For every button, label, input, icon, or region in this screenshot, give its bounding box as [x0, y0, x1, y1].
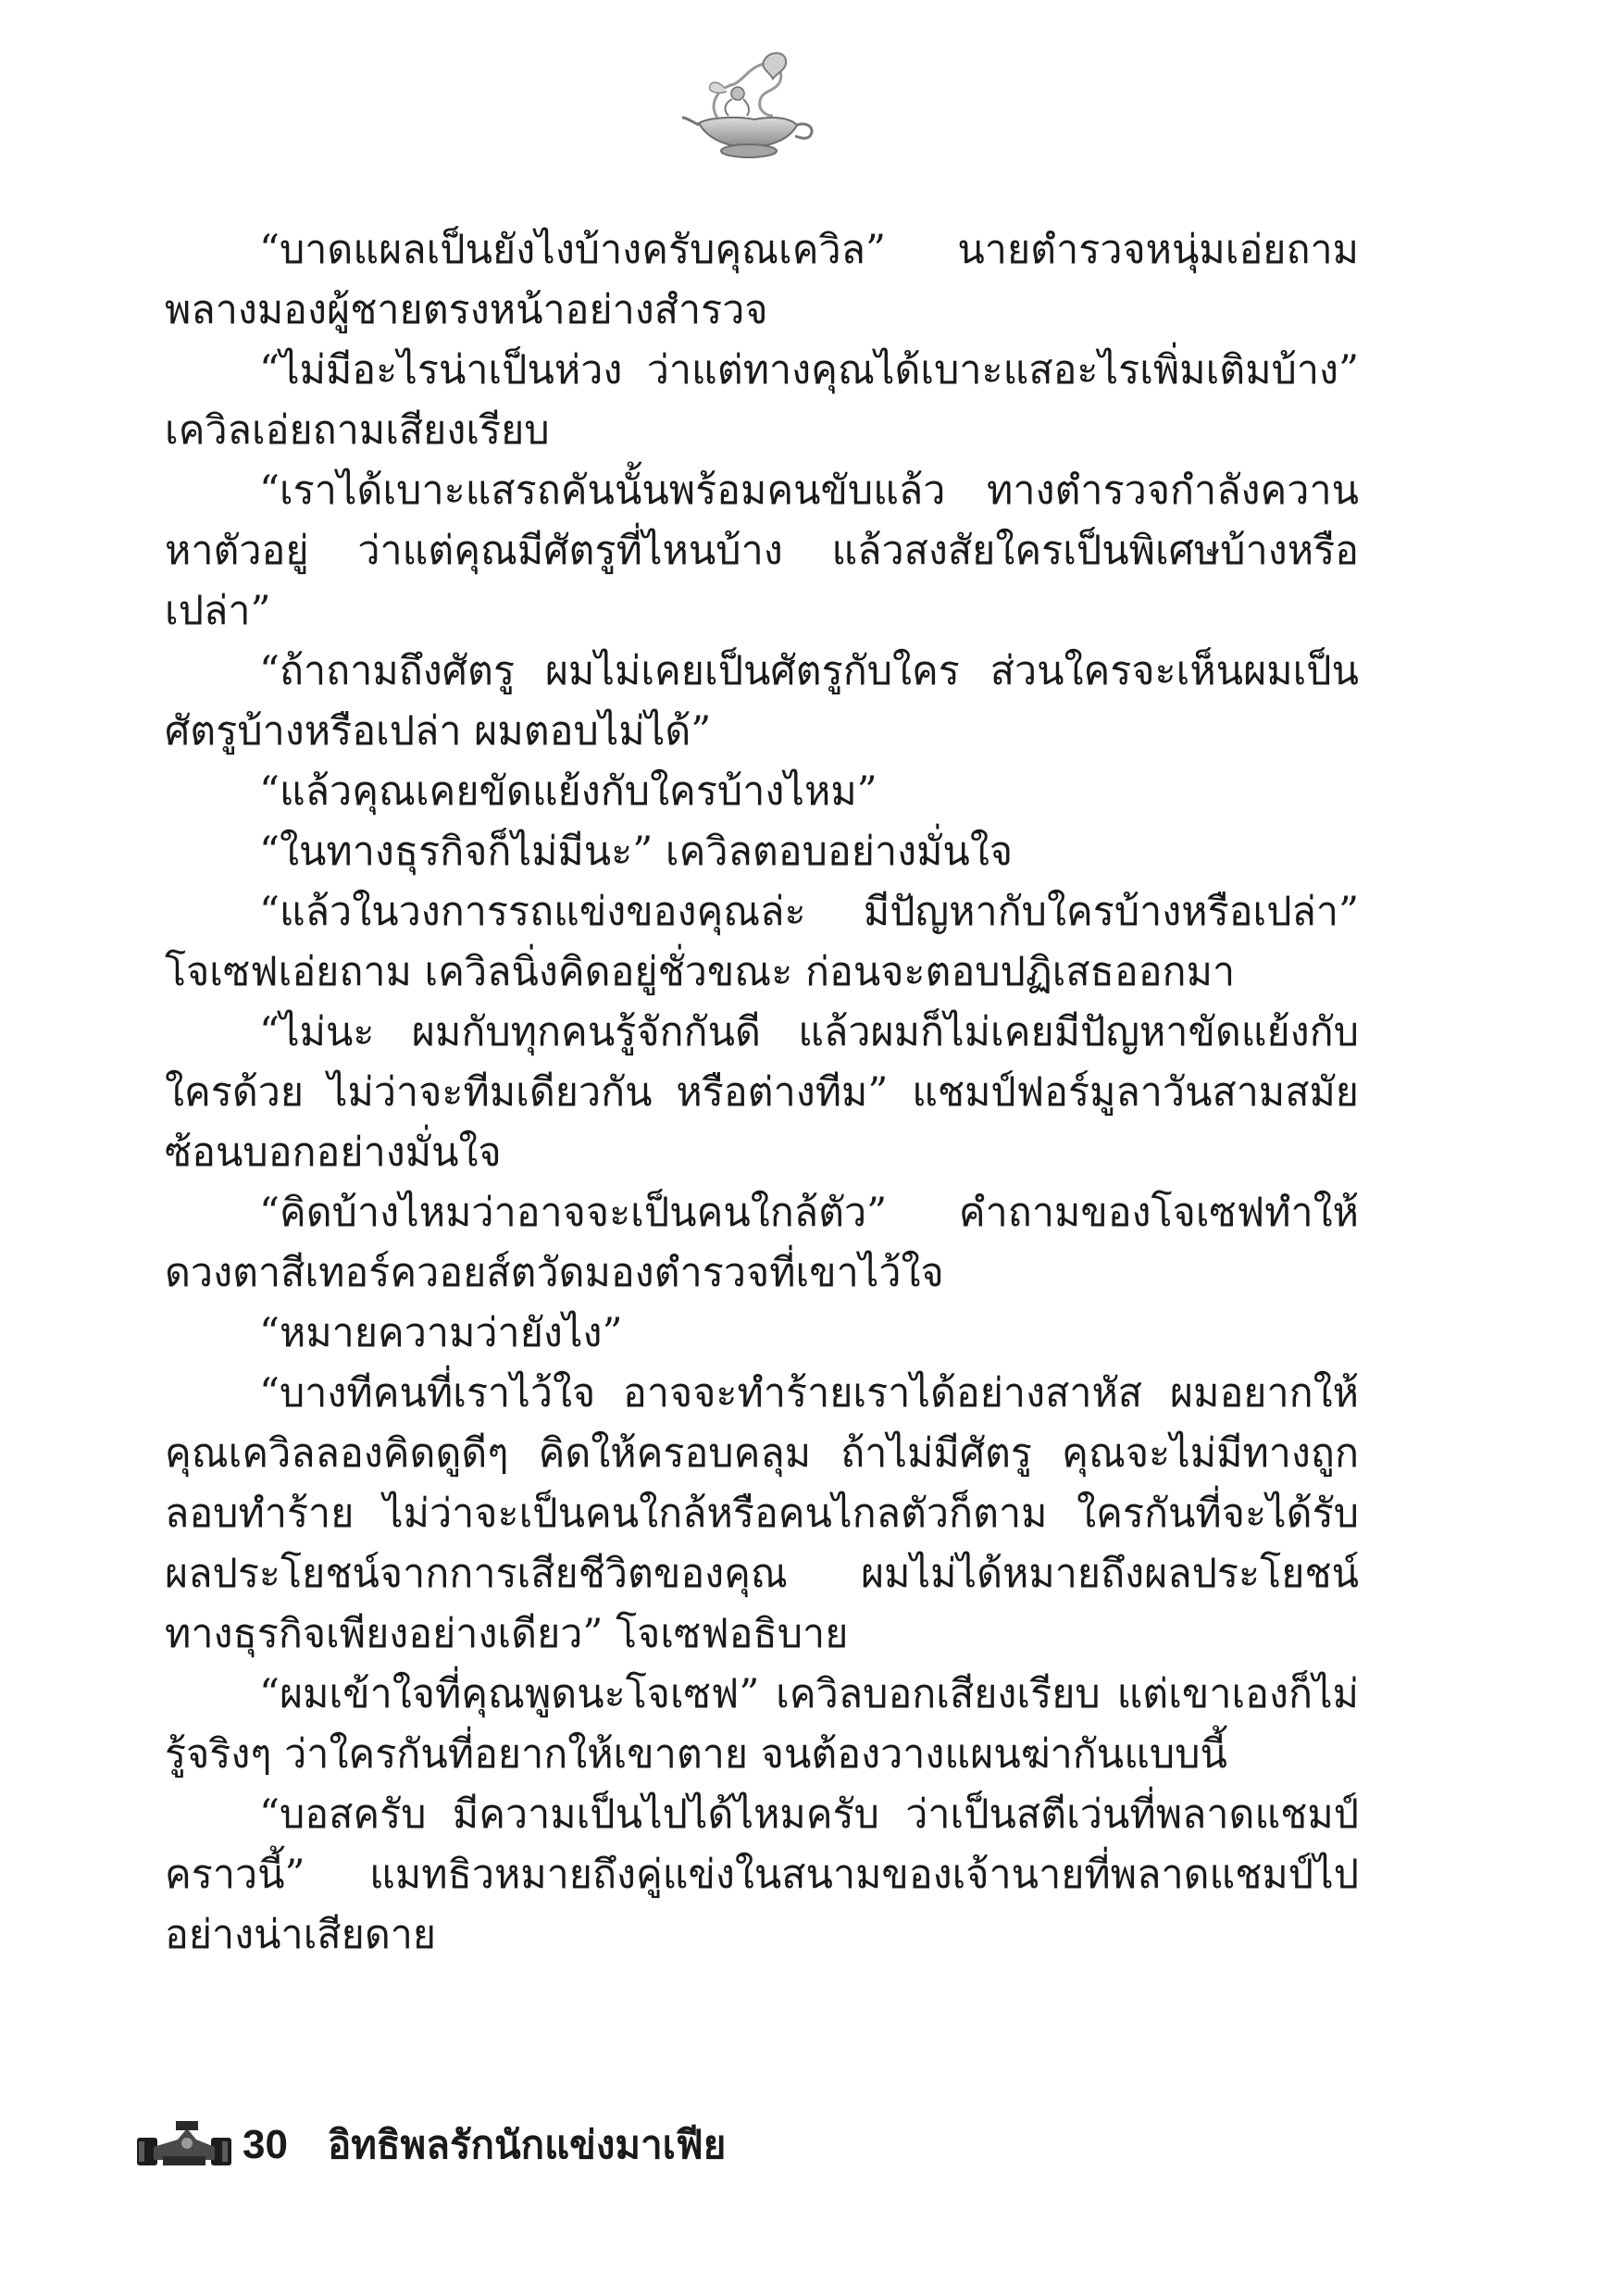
- paragraph: “เราได้เบาะแสรถคันนั้นพร้อมคนขับแล้ว ทางตำรวจกำลังควานหาตัวอยู่ ว่าแต่คุณมีศัตรูที่ไหนบ้าง แล้วสงสัยใครเป็นพิเศษบ้างหรือเปล่า”: [165, 468, 1359, 634]
- paragraph: “ไม่นะ ผมกับทุกคนรู้จักกันดี แล้วผมก็ไม่เคยมีปัญหาขัดแย้งกับใครด้วย ไม่ว่าจะทีมเดียวกัน หรือต่างทีม” แชมป์ฟอร์มูลาวันสามสมัยซ้อนบอกอย่างมั่นใจ: [165, 1009, 1359, 1176]
- paragraph: “ในทางธุรกิจก็ไม่มีนะ” เควิลตอบอย่างมั่นใจ: [259, 829, 1014, 875]
- paragraph: “แล้วในวงการรถแข่งของคุณล่ะ มีปัญหากับใครบ้างหรือเปล่า” โจเซฟเอ่ยถาม เควิลนิ่งคิดอยู่ชั่วขณะ ก่อนจะตอบปฏิเสธออกมา: [165, 889, 1359, 995]
- body-text: [165, 220, 1359, 1965]
- paragraph: “หมายความว่ายังไง”: [259, 1310, 623, 1356]
- paragraph: “บอสครับ มีความเป็นไปได้ไหมครับ ว่าเป็นสตีเว่นที่พลาดแชมป์คราวนี้” แมทธิวหมายถึงคู่แข่งในสนามของเจ้านายที่พลาดแชมป์ไปอย่างน่าเสียดาย: [165, 1791, 1359, 1958]
- race-car-icon: [135, 2119, 233, 2173]
- paragraph: “บางทีคนที่เราไว้ใจ อาจจะทำร้ายเราได้อย่างสาหัส ผมอยากให้คุณเควิลลองคิดดูดีๆ คิดให้ครอบคลุม ถ้าไม่มีศัตรู คุณจะไม่มีทางถูกลอบทำร้าย ไม่ว่าจะเป็นคนใกล้หรือคนไกลตัวก็ตาม ใครกันที่จะได้รับผลประโยชน์จากการเสียชีวิตของคุณ ผมไม่ได้หมายถึงผลประโยชน์ทางธุรกิจเพียงอย่างเดียว” โจเซฟอธิบาย: [165, 1370, 1359, 1657]
- paragraph: “คิดบ้างไหมว่าอาจจะเป็นคนใกล้ตัว” คำถามของโจเซฟทำให้ดวงตาสีเทอร์ควอยส์ตวัดมองตำรวจที่เขาไว้ใจ: [165, 1190, 1359, 1296]
- paragraph: “ผมเข้าใจที่คุณพูดนะโจเซฟ” เควิลบอกเสียงเรียบ แต่เขาเองก็ไม่รู้จริงๆ ว่าใครกันที่อยากให้เขาตาย จนต้องวางแผนฆ่ากันแบบนี้: [165, 1671, 1359, 1778]
- paragraph: “ไม่มีอะไรน่าเป็นห่วง ว่าแต่ทางคุณได้เบาะแสอะไรเพิ่มเติมบ้าง” เควิลเอ่ยถามเสียงเรียบ: [165, 347, 1359, 454]
- paragraph: “บาดแผลเป็นยังไงบ้างครับคุณเควิล” นายตำรวจหนุ่มเอ่ยถามพลางมองผู้ชายตรงหน้าอย่างสำรวจ: [165, 227, 1359, 333]
- paragraph: “ถ้าถามถึงศัตรู ผมไม่เคยเป็นศัตรูกับใคร ส่วนใครจะเห็นผมเป็นศัตรูบ้างหรือเปล่า ผมตอบไม่ได้”: [165, 648, 1359, 755]
- book-title: อิทธิพลรักนักแข่งมาเฟีย: [328, 2122, 727, 2167]
- page-number: 30: [243, 2122, 288, 2167]
- page-footer: [135, 2115, 1338, 2180]
- paragraph: “แล้วคุณเคยขัดแย้งกับใครบ้างไหม”: [259, 768, 877, 815]
- lamp-with-cupid-icon: [680, 51, 819, 162]
